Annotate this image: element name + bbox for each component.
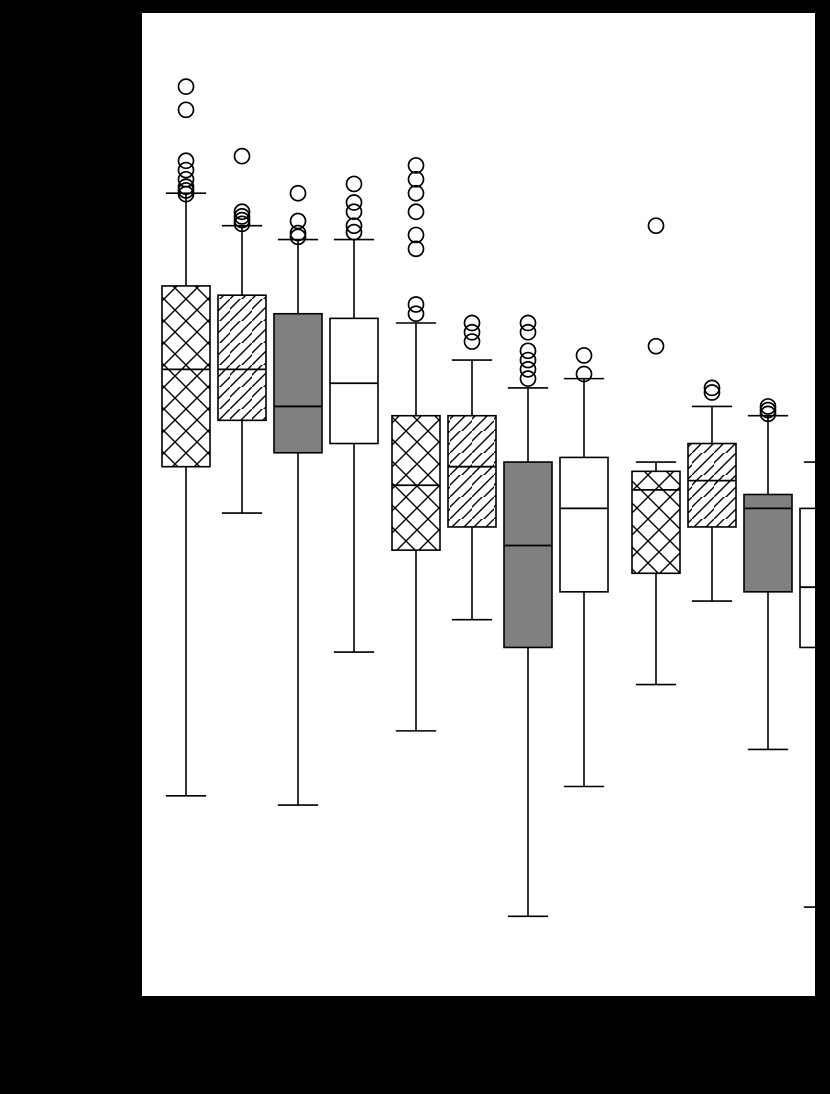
- box-1-2: [218, 149, 266, 513]
- box-2-3: [504, 316, 552, 917]
- box-2-1: [392, 158, 440, 731]
- boxplot-canvas: [142, 13, 815, 996]
- outlier-point: [521, 343, 536, 358]
- box-1-4: [330, 176, 378, 652]
- outlier-point: [521, 371, 536, 386]
- outlier-point: [409, 297, 424, 312]
- outlier-point: [179, 153, 194, 168]
- outlier-point: [179, 163, 194, 178]
- box-rect: [688, 444, 736, 527]
- plot-area: [141, 12, 816, 997]
- outlier-point: [409, 227, 424, 242]
- box-1-1: [162, 79, 210, 796]
- box-rect: [162, 286, 210, 467]
- box-rect: [218, 295, 266, 420]
- outlier-point: [179, 102, 194, 117]
- box-rect: [632, 471, 680, 573]
- outlier-point: [347, 204, 362, 219]
- outlier-point: [465, 334, 480, 349]
- box-rect: [448, 416, 496, 527]
- outlier-point: [179, 79, 194, 94]
- box-3-4: [800, 417, 815, 907]
- outlier-point: [291, 186, 306, 201]
- outlier-point: [521, 362, 536, 377]
- box-rect: [392, 416, 440, 550]
- outlier-point: [409, 241, 424, 256]
- box-rect: [800, 508, 815, 647]
- outlier-point: [347, 195, 362, 210]
- group-1: [162, 79, 378, 805]
- group-2: [392, 158, 608, 916]
- outlier-point: [409, 172, 424, 187]
- outlier-point: [347, 176, 362, 191]
- box-1-3: [274, 186, 322, 805]
- outlier-point: [649, 339, 664, 354]
- outlier-point: [409, 186, 424, 201]
- box-rect: [504, 462, 552, 647]
- group-3: [632, 218, 815, 907]
- box-2-2: [448, 316, 496, 620]
- outlier-point: [465, 325, 480, 340]
- box-rect: [274, 314, 322, 453]
- outlier-point: [409, 204, 424, 219]
- box-2-4: [560, 348, 608, 787]
- outlier-point: [465, 316, 480, 331]
- box-rect: [560, 457, 608, 591]
- box-3-1: [632, 218, 680, 684]
- box-rect: [330, 318, 378, 443]
- outlier-point: [577, 348, 592, 363]
- outlier-point: [409, 306, 424, 321]
- outlier-point: [235, 149, 250, 164]
- outlier-point: [409, 158, 424, 173]
- box-3-2: [688, 380, 736, 601]
- outlier-point: [521, 316, 536, 331]
- box-3-3: [744, 399, 792, 749]
- outlier-point: [521, 325, 536, 340]
- outlier-point: [521, 353, 536, 368]
- outlier-point: [649, 218, 664, 233]
